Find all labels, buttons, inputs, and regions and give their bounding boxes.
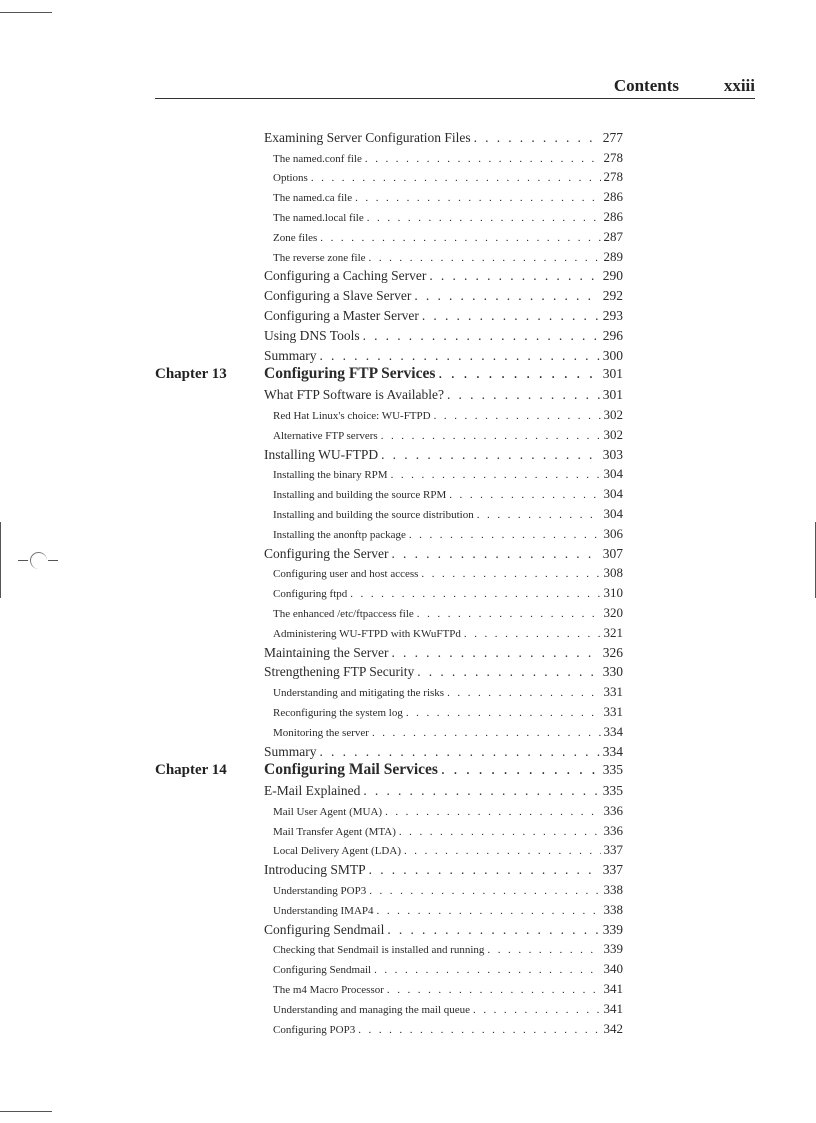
toc-entry-title: Understanding and managing the mail queue xyxy=(273,1003,471,1016)
toc-entry-page: 300 xyxy=(602,347,623,363)
toc-entry-title: Configuring the Server xyxy=(264,545,389,561)
toc-entry-page: 286 xyxy=(603,189,623,205)
toc-entry xyxy=(155,900,623,920)
toc-entry-line xyxy=(273,169,623,185)
toc-entry-page: 326 xyxy=(602,644,623,660)
toc-entry-line xyxy=(264,922,623,938)
toc-entry-title: Strengthening FTP Security xyxy=(264,664,415,680)
toc-entry xyxy=(155,742,623,762)
toc-entry-title: Configuring Sendmail xyxy=(264,921,385,937)
toc-entry-page: 304 xyxy=(603,505,623,521)
toc-entry-page: 336 xyxy=(603,822,623,838)
toc-entry-title: Configuring FTP Services xyxy=(264,365,436,383)
toc-entry-page: 289 xyxy=(603,248,623,264)
toc-entry-title: Configuring user and host access xyxy=(273,568,419,581)
toc-entry xyxy=(155,227,623,247)
toc-entry xyxy=(155,959,623,979)
toc-entry-line xyxy=(264,268,623,284)
dot-leader xyxy=(477,509,601,521)
toc-entry-page: 321 xyxy=(603,624,623,640)
toc-entry-title: Introducing SMTP xyxy=(264,862,366,878)
toc-entry-line xyxy=(273,209,623,225)
toc-entry-line xyxy=(273,229,623,245)
dot-leader xyxy=(429,268,599,284)
toc-entry-title: Maintaining the Server xyxy=(264,644,389,660)
toc-entry-page: 331 xyxy=(603,684,623,700)
toc-entry xyxy=(155,682,623,702)
toc-entry-page: 302 xyxy=(603,426,623,442)
toc-entry-line xyxy=(273,585,623,601)
dot-leader xyxy=(391,645,599,661)
toc-entry-line xyxy=(273,605,623,621)
toc-entry-page: 335 xyxy=(602,783,623,799)
toc-entry-title: Configuring a Master Server xyxy=(264,307,419,323)
toc-entry-line xyxy=(273,724,623,740)
dot-leader xyxy=(320,348,600,364)
toc-entry-title: Installing the anonftp package xyxy=(273,528,406,541)
toc-entry-page: 338 xyxy=(603,882,623,898)
dot-leader xyxy=(447,687,600,699)
toc-entry xyxy=(155,306,623,326)
toc-entry-line xyxy=(264,761,623,779)
toc-entry-line xyxy=(264,130,623,146)
toc-entry-line xyxy=(273,407,623,423)
toc-entry xyxy=(155,643,623,663)
toc-entry-line xyxy=(273,486,623,502)
toc-entry-page: 277 xyxy=(602,129,623,145)
toc-entry xyxy=(155,247,623,267)
toc-entry-page: 335 xyxy=(602,762,623,778)
dot-leader xyxy=(487,944,600,956)
toc-entry xyxy=(155,504,623,524)
toc-entry-line xyxy=(273,803,623,819)
toc-entry-page: 303 xyxy=(602,446,623,462)
toc-entry-page: 306 xyxy=(603,525,623,541)
dot-leader xyxy=(441,761,600,779)
toc-entry xyxy=(155,979,623,999)
toc-entry-page: 334 xyxy=(602,743,623,759)
toc-entry-page: 320 xyxy=(603,604,623,620)
toc-entry-title: Checking that Sendmail is installed and running xyxy=(273,944,485,957)
toc-entry xyxy=(155,722,623,742)
toc-entry-line xyxy=(273,882,623,898)
toc-entry-page: 287 xyxy=(603,228,623,244)
toc-entry-page: 336 xyxy=(603,802,623,818)
crop-mark-top-left xyxy=(0,12,52,13)
toc-entry-line xyxy=(273,506,623,522)
toc-entry-title: Installing and building the source RPM xyxy=(273,489,447,502)
toc-entry-page: 334 xyxy=(603,723,623,739)
toc-entry-page: 308 xyxy=(603,565,623,581)
toc-entry-page: 339 xyxy=(603,941,623,957)
toc-entry-title: Installing the binary RPM xyxy=(273,469,388,482)
toc-entry xyxy=(155,702,623,722)
dot-leader xyxy=(391,546,599,562)
toc-entry-title: Administering WU-FTPD with KWuFTPd xyxy=(273,627,461,640)
toc-entry xyxy=(155,405,623,425)
crop-mark-bottom-left xyxy=(0,1111,52,1112)
toc-entry xyxy=(155,663,623,683)
toc-entry xyxy=(155,841,623,861)
toc-entry xyxy=(155,821,623,841)
registration-mark-dash-left xyxy=(18,560,28,561)
dot-leader xyxy=(473,1004,600,1016)
toc-entry xyxy=(155,326,623,346)
toc-entry-title: The m4 Macro Processor xyxy=(273,984,384,997)
dot-leader xyxy=(320,744,600,760)
toc-entry-title: Configuring a Slave Server xyxy=(264,288,412,304)
toc-entry-page: 341 xyxy=(603,981,623,997)
chapter-label: Chapter 13 xyxy=(155,366,227,383)
toc-entry-line xyxy=(273,1001,623,1017)
toc-entry-line xyxy=(264,664,623,680)
dot-leader xyxy=(381,447,600,463)
toc-entry-title: Using DNS Tools xyxy=(264,327,360,343)
toc-entry-title: Understanding IMAP4 xyxy=(273,904,374,917)
toc-entry xyxy=(155,445,623,465)
toc-entry xyxy=(155,207,623,227)
toc-entry-line xyxy=(264,365,623,383)
toc-entry xyxy=(155,583,623,603)
toc-entry-title: The reverse zone file xyxy=(273,251,366,264)
dot-leader xyxy=(311,172,601,184)
toc-entry-title: Installing WU-FTPD xyxy=(264,446,379,462)
toc-entry-title: Examining Server Configuration Files xyxy=(264,129,471,145)
toc-entry xyxy=(155,286,623,306)
toc-entry-page: 278 xyxy=(603,169,623,185)
dot-leader xyxy=(358,1024,600,1036)
dot-leader xyxy=(417,608,601,620)
toc-entry-title: Configuring Mail Services xyxy=(264,761,438,779)
toc-entry-line xyxy=(273,981,623,997)
toc-entry-line xyxy=(273,842,623,858)
dot-leader xyxy=(417,664,600,680)
dot-leader xyxy=(387,922,599,938)
toc-entry xyxy=(155,128,623,148)
toc-entry-title: Configuring Sendmail xyxy=(273,964,372,977)
toc-entry-page: 339 xyxy=(602,921,623,937)
toc-entry-title: Configuring POP3 xyxy=(273,1023,356,1036)
toc-entry-title: Zone files xyxy=(273,231,318,244)
toc-entry-line xyxy=(264,744,623,760)
toc-entry xyxy=(155,346,623,366)
dot-leader xyxy=(363,328,600,344)
toc-entry xyxy=(155,603,623,623)
toc-entry-line xyxy=(273,466,623,482)
dot-leader xyxy=(350,588,600,600)
dot-leader xyxy=(320,232,600,244)
toc-entry-title: The named.ca file xyxy=(273,192,353,205)
toc-entry-title: Monitoring the server xyxy=(273,726,369,739)
toc-entry xyxy=(155,385,623,405)
dot-leader xyxy=(387,984,601,996)
toc-entry-line xyxy=(264,348,623,364)
toc-entry xyxy=(155,267,623,287)
dot-leader xyxy=(369,252,601,264)
toc-entry-title: Alternative FTP servers xyxy=(273,429,378,442)
dot-leader xyxy=(449,489,600,501)
dot-leader xyxy=(365,153,601,165)
toc-entry-title: Options xyxy=(273,172,308,185)
dot-leader xyxy=(377,905,601,917)
toc-entry-title: Configuring a Caching Server xyxy=(264,268,427,284)
dot-leader xyxy=(369,862,600,878)
dot-leader xyxy=(422,308,600,324)
toc-entry-line xyxy=(264,288,623,304)
dot-leader xyxy=(414,288,599,304)
toc-entry-line xyxy=(273,189,623,205)
toc-entry xyxy=(155,940,623,960)
header-page-number: xxiii xyxy=(723,76,755,95)
toc-entry xyxy=(155,148,623,168)
toc-chapter-row xyxy=(155,762,623,782)
toc-entry-title: Red Hat Linux's choice: WU-FTPD xyxy=(273,409,431,422)
dot-leader xyxy=(406,707,601,719)
toc-entry-page: 278 xyxy=(603,149,623,165)
toc-entry-line xyxy=(264,783,623,799)
toc-entry-title: Reconfiguring the system log xyxy=(273,706,403,719)
dot-leader xyxy=(369,885,600,897)
toc-entry-line xyxy=(264,387,623,403)
dot-leader xyxy=(474,130,600,146)
toc-entry-line xyxy=(273,961,623,977)
dot-leader xyxy=(399,826,601,838)
crop-mark-left-vertical xyxy=(0,522,1,598)
toc-chapter-row xyxy=(155,366,623,386)
toc-entry xyxy=(155,1019,623,1039)
dot-leader xyxy=(363,783,599,799)
toc-entry-line xyxy=(273,526,623,542)
toc-entry-page: 331 xyxy=(603,703,623,719)
toc-entry-line xyxy=(273,704,623,720)
dot-leader xyxy=(438,365,599,383)
toc-entry-page: 301 xyxy=(602,366,623,382)
toc-entry xyxy=(155,880,623,900)
toc-entry xyxy=(155,187,623,207)
dot-leader xyxy=(367,212,601,224)
toc-entry-page: 340 xyxy=(603,961,623,977)
toc-entry-page: 337 xyxy=(603,842,623,858)
toc-entry-page: 341 xyxy=(603,1000,623,1016)
toc-entry xyxy=(155,781,623,801)
toc-entry-title: Local Delivery Agent (LDA) xyxy=(273,845,401,858)
toc-entry-title: E-Mail Explained xyxy=(264,783,361,799)
toc-entry-line xyxy=(273,565,623,581)
toc-entry-page: 330 xyxy=(602,664,623,680)
toc-entry xyxy=(155,168,623,188)
toc-entry-page: 342 xyxy=(603,1020,623,1036)
header-title: Contents xyxy=(613,76,679,95)
toc-entry xyxy=(155,564,623,584)
dot-leader xyxy=(374,964,600,976)
toc-entry-title: Summary xyxy=(264,743,317,759)
toc-entry-page: 307 xyxy=(602,545,623,561)
toc-entry-line xyxy=(264,308,623,324)
toc-entry xyxy=(155,465,623,485)
toc-entry-line xyxy=(273,150,623,166)
toc-entry xyxy=(155,801,623,821)
toc-entry-title: Mail User Agent (MUA) xyxy=(273,805,383,818)
toc-entry-title: The named.conf file xyxy=(273,152,362,165)
toc-entry-page: 292 xyxy=(602,288,623,304)
toc-entry xyxy=(155,920,623,940)
dot-leader xyxy=(372,727,601,739)
registration-mark-dash-right xyxy=(48,560,58,561)
toc-entry xyxy=(155,524,623,544)
toc-entry-title: What FTP Software is Available? xyxy=(264,387,444,403)
toc-entry-line xyxy=(273,249,623,265)
toc-entry-title: The enhanced /etc/ftpaccess file xyxy=(273,607,414,620)
toc-entry xyxy=(155,999,623,1019)
toc-entry-line xyxy=(273,625,623,641)
toc-entry-line xyxy=(273,684,623,700)
toc-entry-page: 301 xyxy=(602,387,623,403)
toc-entry-page: 304 xyxy=(603,466,623,482)
dot-leader xyxy=(381,430,601,442)
toc-entry-line xyxy=(273,941,623,957)
toc-entry-line xyxy=(273,1021,623,1037)
dot-leader xyxy=(355,192,600,204)
toc-entry-line xyxy=(264,546,623,562)
toc-entry-line xyxy=(273,427,623,443)
dot-leader xyxy=(421,568,600,580)
toc-entry-page: 310 xyxy=(603,585,623,601)
toc-entry-page: 286 xyxy=(603,208,623,224)
toc-entry-page: 296 xyxy=(602,327,623,343)
toc-entry-page: 293 xyxy=(602,307,623,323)
toc-entry-title: Understanding POP3 xyxy=(273,885,367,898)
toc-entry-page: 290 xyxy=(602,268,623,284)
toc-entry-line xyxy=(273,823,623,839)
dot-leader xyxy=(409,529,601,541)
dot-leader xyxy=(434,410,601,422)
chapter-label: Chapter 14 xyxy=(155,762,227,779)
table-of-contents xyxy=(155,128,623,1039)
toc-entry xyxy=(155,425,623,445)
toc-entry-title: Understanding and mitigating the risks xyxy=(273,687,445,700)
dot-leader xyxy=(385,806,600,818)
toc-entry-line xyxy=(264,862,623,878)
toc-entry-title: Configuring ftpd xyxy=(273,588,348,601)
dot-leader xyxy=(447,387,600,403)
running-header xyxy=(155,76,755,99)
toc-entry xyxy=(155,623,623,643)
dot-leader xyxy=(391,469,601,481)
toc-entry-title: The named.local file xyxy=(273,211,364,224)
registration-mark-circle xyxy=(30,552,47,569)
toc-entry-line xyxy=(264,447,623,463)
toc-entry-page: 338 xyxy=(603,901,623,917)
toc-entry-title: Summary xyxy=(264,347,317,363)
dot-leader xyxy=(404,845,601,857)
toc-entry-line xyxy=(264,645,623,661)
toc-entry-page: 337 xyxy=(602,862,623,878)
toc-entry-line xyxy=(273,902,623,918)
toc-entry xyxy=(155,484,623,504)
toc-entry-title: Mail Transfer Agent (MTA) xyxy=(273,825,396,838)
toc-entry-page: 302 xyxy=(603,406,623,422)
toc-entry xyxy=(155,860,623,880)
toc-entry xyxy=(155,544,623,564)
dot-leader xyxy=(464,628,601,640)
toc-entry-page: 304 xyxy=(603,486,623,502)
toc-entry-line xyxy=(264,328,623,344)
toc-entry-title: Installing and building the source distribution xyxy=(273,508,474,521)
